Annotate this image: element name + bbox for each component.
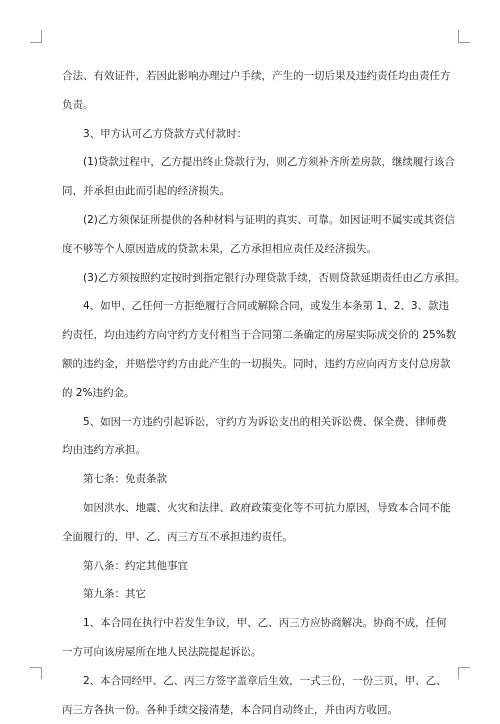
paragraph-line: (2)乙方须保证所提供的各种材料与证明的真实、可靠。如因证明不属实或其资信	[83, 213, 455, 226]
paragraph-line: (3)乙方须按照约定按时到指定银行办理贷款手续，否则贷款延期责任由乙方承担。	[83, 271, 466, 284]
crop-mark-top-right	[458, 30, 459, 42]
document-body	[62, 62, 466, 724]
paragraph-line: 2、本合同经甲、乙、丙三方签字盖章后生效，一式三份，一份三页，甲、乙、	[83, 674, 447, 687]
crop-mark-bottom-left	[41, 667, 42, 679]
paragraph-line: 额的违约金，并赔偿守约方由此产生的一切损失。同时，违约方应向丙方支付总房款	[62, 357, 451, 370]
paragraph-line: 均由违约方承担。	[62, 444, 146, 457]
paragraph-line: (1)贷款过程中，乙方提出终止贷款行为，则乙方须补齐所差房款，继续履行该合	[83, 156, 455, 169]
paragraph-line: 的 2%违约金。	[62, 386, 135, 399]
paragraph-line: 同，并承担由此而引起的经济损失。	[62, 185, 230, 198]
paragraph-line: 负责。	[62, 98, 94, 111]
paragraph-line: 一方可向该房屋所在地人民法院提起诉讼。	[62, 645, 262, 658]
crop-mark-bottom-right	[458, 667, 470, 668]
paragraph-line: 合法、有效证件，若因此影响办理过户手续，产生的一切后果及违约责任均由责任方	[62, 70, 451, 82]
paragraph-line: 丙三方各执一份。各种手续交接清楚，本合同自动终止，并由丙方收回。	[62, 703, 398, 716]
crop-mark-bottom-right	[458, 667, 459, 679]
paragraph-line: 如因洪水、地震、火灾和法律、政府政策变化等不可抗力原因，导致本合同不能	[83, 501, 451, 514]
paragraph-line: 4、如甲、乙任何一方拒绝履行合同或解除合同，或发生本条第 1、2、3、款违	[83, 300, 450, 313]
crop-mark-top-left	[41, 30, 42, 42]
paragraph-line: 5、如因一方违约引起诉讼，守约方为诉讼支出的相关诉讼费、保全费、律师费	[83, 415, 447, 428]
crop-mark-top-left	[30, 42, 42, 43]
paragraph-line: 全面履行的，甲、乙、丙三方互不承担违约责任。	[62, 530, 293, 543]
paragraph-line: 第九条：其它	[83, 588, 146, 601]
paragraph-line: 约责任，均由违约方向守约方支付相当于合同第二条确定的房屋实际成交价的 25%数	[62, 329, 457, 342]
crop-mark-top-right	[458, 42, 470, 43]
paragraph-line: 1、本合同在执行中若发生争议，甲、乙、丙三方应协商解决。协商不成，任何	[83, 617, 447, 630]
paragraph-line: 度不够等个人原因造成的贷款未果，乙方承担相应责任及经济损失。	[62, 242, 377, 255]
paragraph-line: 第七条：免责条款	[83, 473, 167, 486]
paragraph-line: 第八条：约定其他事宜	[83, 559, 188, 572]
paragraph-line: 3、甲方认可乙方贷款方式付款时：	[83, 127, 248, 140]
